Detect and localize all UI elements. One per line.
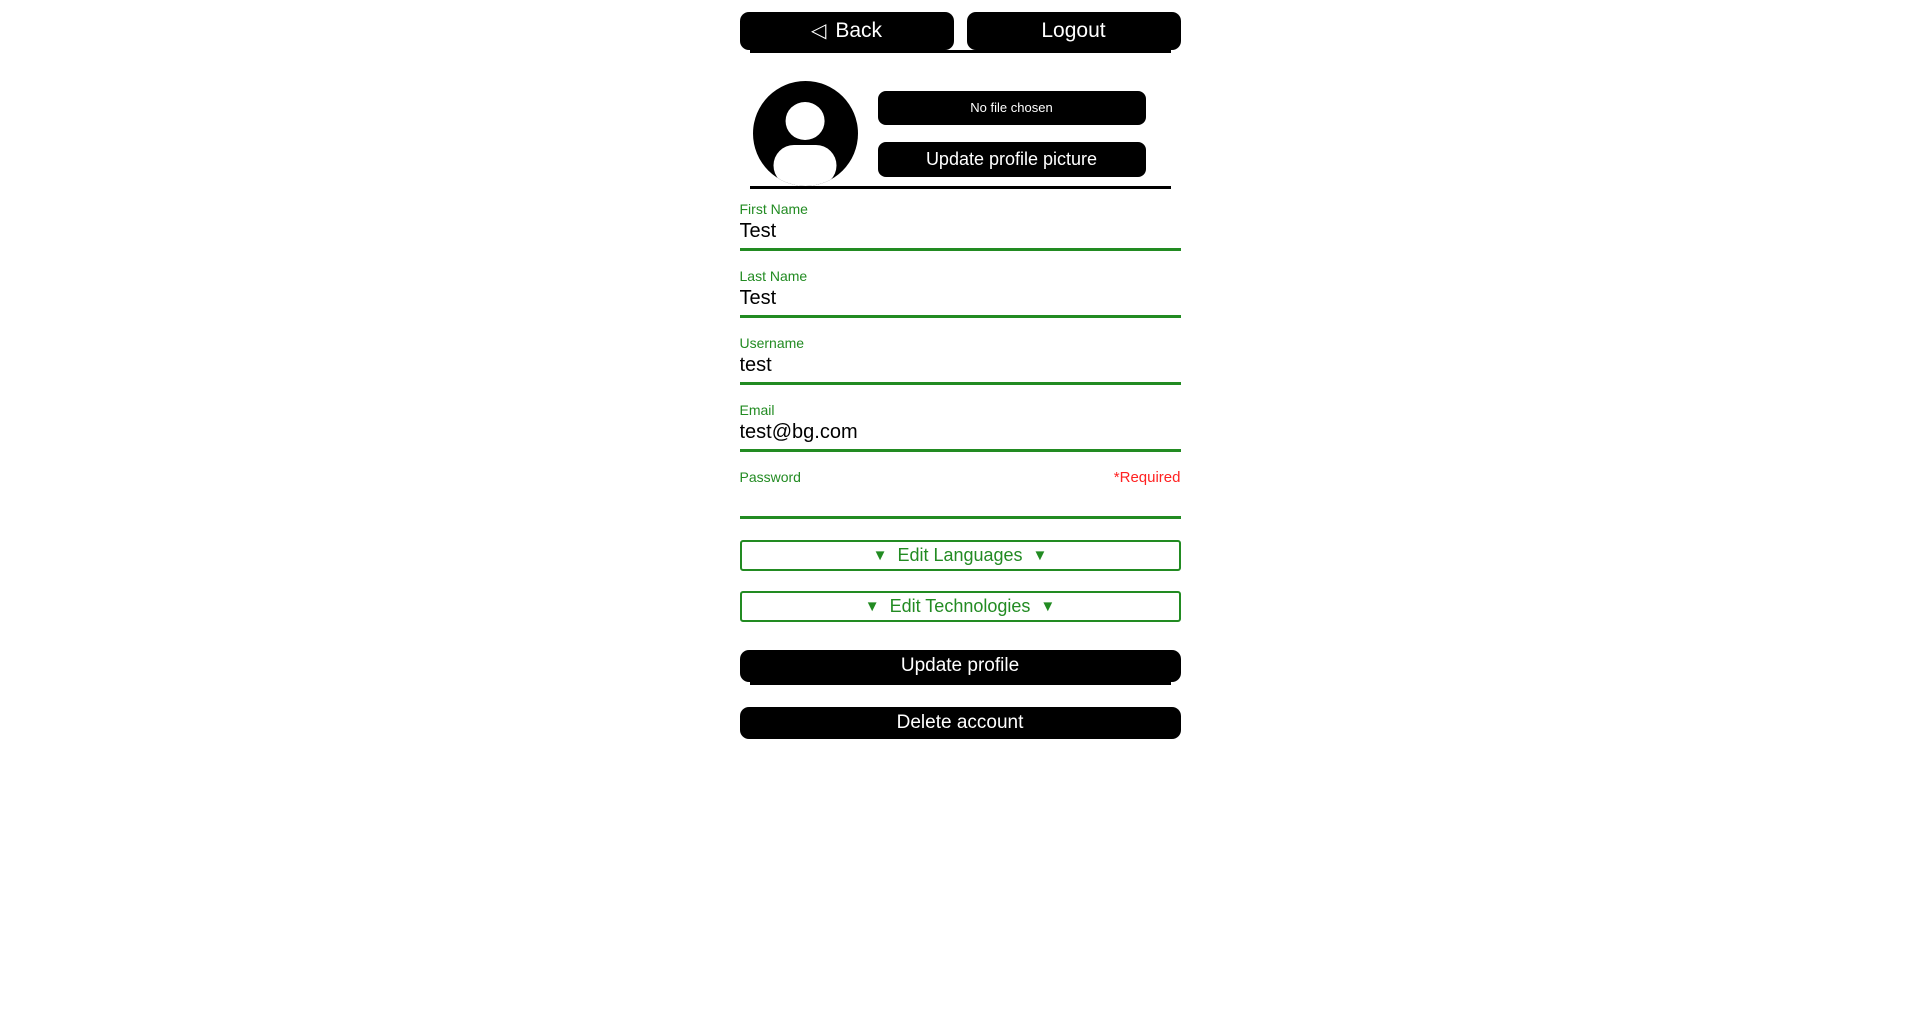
- profile-form: [740, 201, 1181, 519]
- file-input[interactable]: No file chosen: [878, 91, 1146, 125]
- edit-technologies-button[interactable]: [740, 591, 1181, 622]
- triangle-down-icon: ▼: [864, 598, 880, 615]
- password-label: Password: [739, 469, 801, 485]
- first-name-label: First Name: [739, 201, 808, 217]
- email-field: [740, 402, 1181, 452]
- last-name-field: [740, 268, 1181, 318]
- last-name-label: Last Name: [739, 268, 808, 284]
- password-label-row: [740, 469, 1181, 486]
- triangle-down-icon: ▼: [1040, 598, 1056, 615]
- required-note: *Required: [1113, 469, 1181, 486]
- divider: [750, 186, 1171, 189]
- email-label: Email: [739, 402, 775, 418]
- person-head-shape: [786, 102, 825, 140]
- edit-languages-label: Edit Languages: [897, 545, 1023, 565]
- username-field: [740, 335, 1181, 385]
- logout-button-label: Logout: [1041, 19, 1106, 42]
- first-name-field: [740, 201, 1181, 251]
- picture-controls: [878, 91, 1146, 177]
- triangle-down-icon: ▼: [872, 547, 888, 564]
- toolbar: [740, 12, 1181, 50]
- person-body-shape: [774, 145, 837, 186]
- last-name-input[interactable]: [740, 285, 1181, 318]
- person-circle-icon: [753, 81, 858, 186]
- divider: [750, 50, 1171, 53]
- first-name-input[interactable]: [740, 218, 1181, 251]
- edit-technologies-label: Edit Technologies: [889, 596, 1031, 616]
- profile-page: [740, 0, 1181, 739]
- username-input[interactable]: [740, 352, 1181, 385]
- back-arrow-icon: ◁: [810, 20, 827, 42]
- back-button-label: Back: [835, 19, 883, 42]
- update-profile-button[interactable]: Update profile: [740, 650, 1181, 682]
- divider: [750, 682, 1171, 685]
- logout-button[interactable]: [967, 12, 1181, 50]
- password-input[interactable]: [740, 486, 1181, 519]
- email-input[interactable]: [740, 419, 1181, 452]
- delete-account-button[interactable]: Delete account: [740, 707, 1181, 739]
- profile-picture-section: [740, 81, 1181, 186]
- triangle-down-icon: ▼: [1032, 547, 1048, 564]
- edit-languages-button[interactable]: [740, 540, 1181, 571]
- back-button[interactable]: [740, 12, 954, 50]
- password-field: [740, 469, 1181, 519]
- update-profile-picture-button[interactable]: Update profile picture: [878, 142, 1146, 177]
- username-label: Username: [739, 335, 805, 351]
